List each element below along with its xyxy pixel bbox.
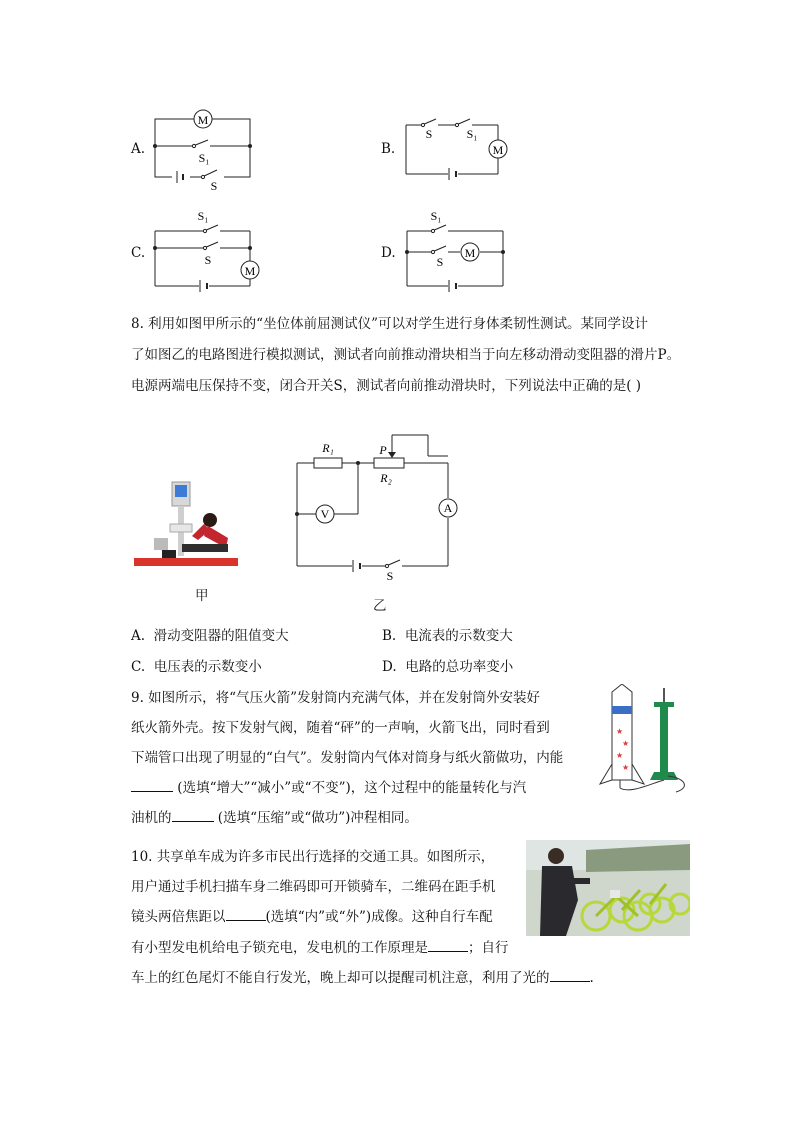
switch-s-label: S <box>204 253 212 267</box>
fig-jia-caption: 甲 <box>195 588 209 604</box>
option-b-letter: B. <box>381 141 396 157</box>
motor-m-label: M <box>244 264 256 278</box>
q10-line-3: 镜头两倍焦距以 (选填“内”或“外”)成像。这种自行车配 <box>131 909 493 925</box>
motor-m-label: M <box>197 113 209 127</box>
q8-stem-line-1: 8. 利用如图甲所示的“坐位体前屈测试仪”可以对学生进行身体柔韧性测试。某同学设计 <box>131 316 648 332</box>
q8-choice-b <box>382 624 513 644</box>
answer-blank[interactable] <box>226 908 266 921</box>
choice-text: 电压表的示数变小 <box>153 659 262 675</box>
switch-s1-label: S₁ <box>197 209 209 223</box>
ammeter-label: A <box>443 501 453 515</box>
fig-yi-circuit <box>290 430 460 580</box>
switch-s-label: S <box>436 255 444 269</box>
motor-m-label: M <box>464 246 476 260</box>
answer-blank[interactable] <box>550 969 590 982</box>
choice-text: 电流表的示数变大 <box>404 628 513 644</box>
q9-line-1: 9. 如图所示，将“气压火箭”发射筒内充满气体，并在发射筒外安装好 <box>131 690 540 706</box>
fig-yi-caption: 乙 <box>373 598 387 614</box>
circuit-a-diagram <box>148 104 258 190</box>
circuit-c-diagram <box>148 206 264 296</box>
q8-choice-d <box>382 655 513 675</box>
q8-choice-c <box>131 655 262 675</box>
slider-p-label: P <box>379 443 387 457</box>
choice-letter: D. <box>382 659 397 675</box>
svg-text:★: ★ <box>616 751 624 760</box>
answer-blank[interactable] <box>428 939 468 952</box>
option-c-letter: C. <box>131 245 146 261</box>
q8-stem-line-2: 了如图乙的电路图进行模拟测试，测试者向前推动滑块相当于向左移动滑动变阻器的滑片P。 <box>131 347 681 363</box>
q10-line-1: 10. 共享单车成为许多市民出行选择的交通工具。如图所示， <box>131 849 495 865</box>
q10-line-5: 车上的红色尾灯不能自行发光，晚上却可以提醒司机注意，利用了光的 . <box>131 970 594 986</box>
fig-jia-photo <box>134 478 240 568</box>
option-d-letter: D. <box>381 245 396 261</box>
voltmeter-label: V <box>320 507 330 521</box>
q9-line-4: (选填“增大”“减小”或“不变”)，这个过程中的能量转化与汽 <box>131 776 526 796</box>
choice-text: 滑动变阻器的阻值变大 <box>153 628 289 644</box>
option-a-letter: A. <box>131 141 146 157</box>
q10-line-4: 有小型发电机给电子锁充电，发电机的工作原理是 ；自行 <box>131 940 509 956</box>
svg-text:★: ★ <box>622 739 630 748</box>
switch-s1-label: S₁ <box>198 151 210 165</box>
r1-label: R₁ <box>322 441 334 455</box>
q9-line-5: 油机的 (选填“压缩”或“做功”)冲程相同。 <box>131 810 418 826</box>
q9-line-2: 纸火箭外壳。按下发射气阀，随着“砰”的一声响，火箭飞出，同时看到 <box>131 720 550 736</box>
motor-m-label: M <box>492 143 504 157</box>
answer-blank[interactable] <box>172 809 214 822</box>
rocket-pump-figure <box>590 684 694 794</box>
switch-s-label: S <box>425 127 433 141</box>
shared-bike-photo <box>526 840 690 936</box>
svg-text:★: ★ <box>616 727 624 736</box>
answer-blank[interactable] <box>131 779 173 792</box>
choice-letter: A. <box>131 628 146 644</box>
circuit-b-diagram <box>400 110 510 186</box>
svg-text:★: ★ <box>622 763 630 772</box>
switch-s1-label: S₁ <box>466 127 478 141</box>
choice-letter: C. <box>131 659 146 675</box>
circuit-d-diagram <box>400 206 512 296</box>
q10-line-2: 用户通过手机扫描车身二维码即可开锁骑车，二维码在距手机 <box>131 879 496 895</box>
q9-line-3: 下端管口出现了明显的“白气”。发射筒内气体对筒身与纸火箭做功，内能 <box>131 750 564 766</box>
switch-s-label: S <box>210 179 218 190</box>
r2-label: R₂ <box>380 471 392 485</box>
q8-stem-line-3: 电源两端电压保持不变，闭合开关S，测试者向前推动滑块时，下列说法中正确的是( ) <box>131 378 642 394</box>
switch-s-label: S <box>386 569 394 580</box>
choice-letter: B. <box>382 628 397 644</box>
choice-text: 电路的总功率变小 <box>405 659 514 675</box>
q8-choice-a <box>131 624 289 644</box>
switch-s1-label: S₁ <box>430 209 442 223</box>
